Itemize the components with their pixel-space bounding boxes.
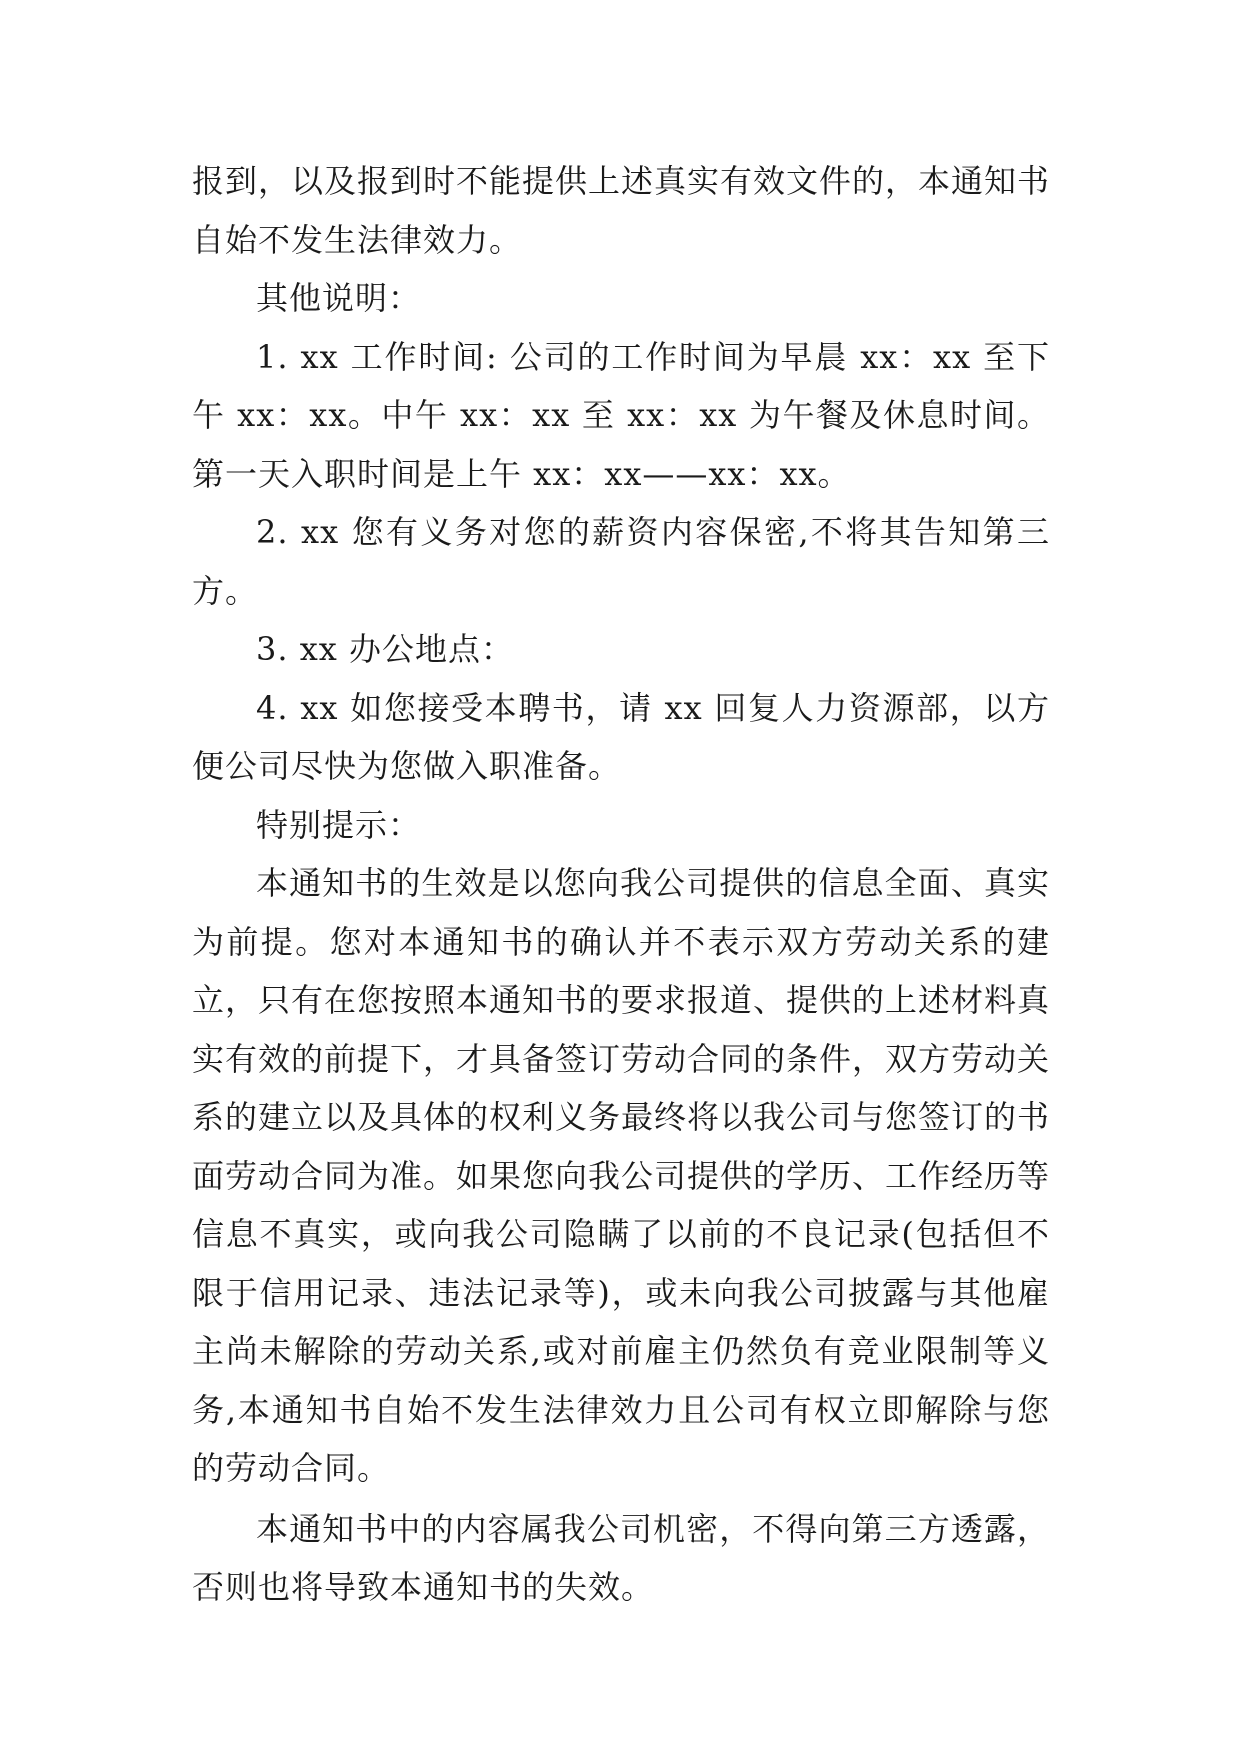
heading-other-notes: 其他说明：	[256, 279, 422, 317]
paragraph-confidentiality: 本通知书中的内容属我公司机密，不得向第三方透露，否则也将导致本通知书的失效。	[192, 1509, 1050, 1606]
paragraph-continuation: 报到，以及报到时不能提供上述真实有效文件的，本通知书自始不发生法律效力。	[192, 162, 1051, 259]
paragraph-special-notice-body: 本通知书的生效是以您向我公司提供的信息全面、真实为前提。您对本通知书的确认并不表示双方劳动关系的建立，只有在您按照本通知书的要求报道、提供的上述材料真实有效的前提下，才具备签订劳动合同的条件，双方劳动关系的建立以及具体的权利义务最终将以我公司与您签订的书面劳动合同为准。如果您向我公司提供的学历、工作经历等信息不真实，或向我公司隐瞒了以前的不良记录(包括但不限于信用记录、违法记录等)，或未向我公司披露与其他雇主尚未解除的劳动关系,或对前雇主仍然负有竞业限制等义务,本通知书自始不发生法律效力且公司有权立即解除与您的劳动合同。	[192, 864, 1051, 1487]
heading-special-notice: 特别提示：	[256, 805, 422, 844]
list-item-work-hours: 1. xx 工作时间: 公司的工作时间为早晨 xx：xx 至下午 xx：xx。中午 xx：xx 至 xx：xx 为午餐及休息时间。第一天入职时间是上午 xx：xx——xx：xx。	[192, 337, 1050, 493]
document-body	[192, 152, 1050, 1617]
list-item-acceptance-reply: 4. xx 如您接受本聘书，请 xx 回复人力资源部，以方便公司尽快为您做入职准备。	[192, 688, 1050, 785]
list-item-office-location: 3. xx 办公地点：	[256, 630, 514, 668]
list-item-salary-confidentiality: 2. xx 您有义务对您的薪资内容保密,不将其告知第三方。	[192, 513, 1050, 610]
